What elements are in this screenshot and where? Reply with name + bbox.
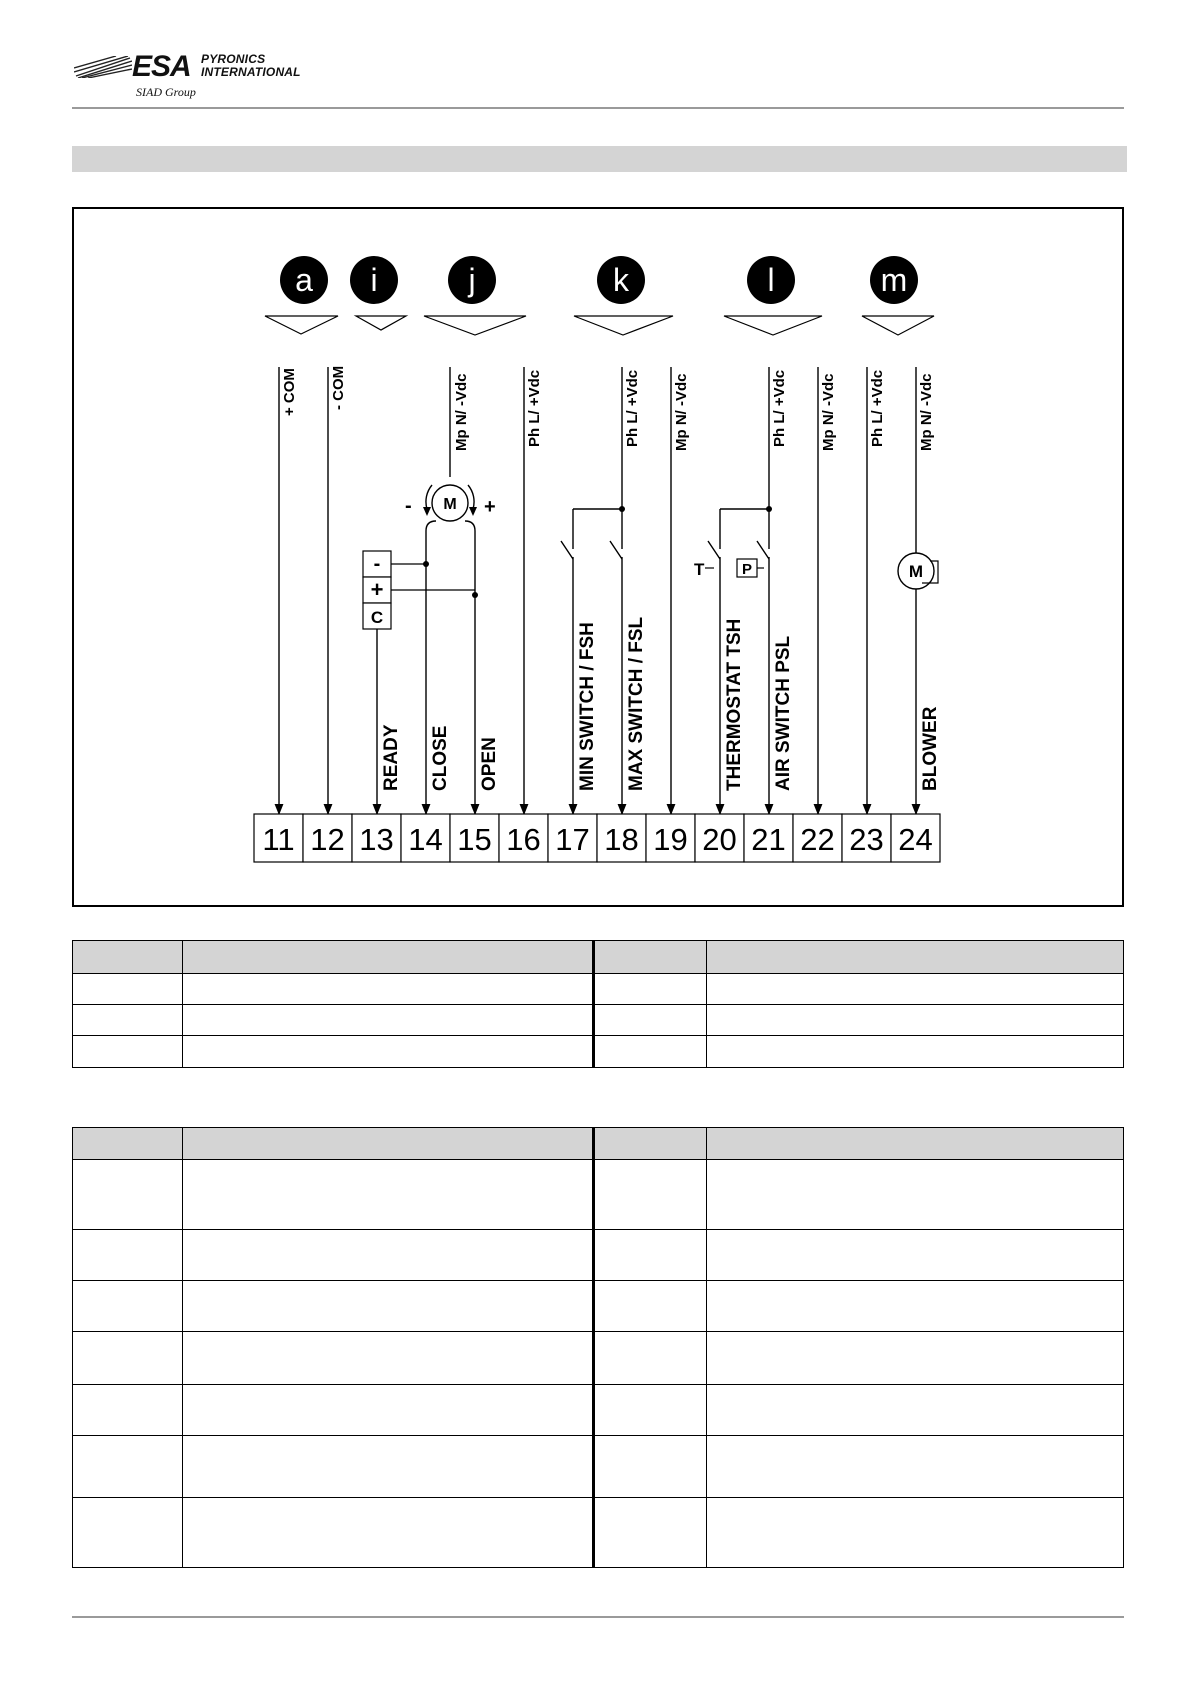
terminal-13 xyxy=(352,814,401,862)
table-cell xyxy=(183,1230,594,1281)
table-row xyxy=(73,1005,1124,1036)
table-cell xyxy=(594,1436,707,1498)
table-cell xyxy=(183,974,594,1005)
table-row xyxy=(73,941,1124,974)
terminal-number: 12 xyxy=(310,822,345,857)
rotation-plus: + xyxy=(484,496,496,518)
table-cell xyxy=(594,1036,707,1068)
table-cell xyxy=(594,1332,707,1385)
table-cell xyxy=(73,1036,183,1068)
group-letter-l: l xyxy=(767,262,775,298)
rotation-minus: - xyxy=(405,495,412,517)
servo-c: C xyxy=(370,608,384,627)
table-row xyxy=(73,1230,1124,1281)
group-letter-i: i xyxy=(370,262,378,298)
table-cell xyxy=(707,1281,1124,1332)
table-cell xyxy=(707,974,1124,1005)
table-row xyxy=(73,1281,1124,1332)
table-row xyxy=(73,1128,1124,1160)
table-row xyxy=(73,974,1124,1005)
group-letter-m: m xyxy=(880,262,908,298)
table-cell xyxy=(183,1005,594,1036)
wiring-diagram-frame xyxy=(72,207,1124,907)
table-cell xyxy=(73,1230,183,1281)
servo-terminal-block xyxy=(363,551,475,647)
switch-markers xyxy=(694,559,764,579)
terminal-17 xyxy=(548,814,597,862)
label-min-switch: MIN SWITCH / FSH xyxy=(577,622,598,791)
label-air-switch: AIR SWITCH PSL xyxy=(773,635,794,791)
terminal-14 xyxy=(401,814,450,862)
thermostat-t-label: T xyxy=(694,560,705,579)
blower-motor-symbol xyxy=(898,553,938,589)
pressure-p-label: P xyxy=(741,561,753,578)
terminal-number: 19 xyxy=(653,822,688,857)
table-cell xyxy=(707,1005,1124,1036)
label-blower: BLOWER xyxy=(920,706,941,791)
terminal-number: 17 xyxy=(555,822,590,857)
logo-pyronics-line: PYRONICS xyxy=(201,52,266,66)
group-letter-j: j xyxy=(468,262,476,298)
group-letters xyxy=(280,256,918,304)
table-cell xyxy=(707,1230,1124,1281)
logo-esa-text: ESA xyxy=(132,50,191,83)
table-cell xyxy=(594,1498,707,1568)
table-cell xyxy=(73,1498,183,1568)
terminal-18 xyxy=(597,814,646,862)
table-header-cell xyxy=(707,941,1124,974)
table-header-cell xyxy=(183,941,594,974)
actuator-motor-symbol xyxy=(405,485,496,521)
table-cell xyxy=(183,1160,594,1230)
table-header-cell xyxy=(73,1128,183,1160)
table-header-cell xyxy=(73,941,183,974)
table-row xyxy=(73,1498,1124,1568)
table-cell xyxy=(73,1385,183,1436)
table-cell xyxy=(707,1385,1124,1436)
table-header-cell xyxy=(594,941,707,974)
table-row xyxy=(73,1385,1124,1436)
function-labels xyxy=(381,616,941,791)
label-t16-supply: Ph L/ +Vdc xyxy=(526,369,543,447)
table-cell xyxy=(183,1385,594,1436)
terminal-number: 13 xyxy=(359,822,394,857)
logo-pyronics-text xyxy=(201,53,301,79)
table-row xyxy=(73,1332,1124,1385)
table-top xyxy=(72,940,1124,1068)
label-t23-supply: Ph L/ +Vdc xyxy=(869,369,886,447)
terminal-number: 21 xyxy=(751,822,786,857)
table-cell xyxy=(73,974,183,1005)
section-title-bar xyxy=(72,146,1127,172)
terminal-number: 23 xyxy=(849,822,884,857)
table-row xyxy=(73,1160,1124,1230)
terminal-12 xyxy=(303,814,352,862)
terminal-number: 16 xyxy=(506,822,541,857)
table-bottom xyxy=(72,1127,1124,1568)
label-close: CLOSE xyxy=(430,725,451,791)
group-letter-a: a xyxy=(295,262,313,298)
wiring-diagram xyxy=(74,209,1122,905)
label-plus-com: + COM xyxy=(281,368,298,416)
table-cell xyxy=(73,1005,183,1036)
table-cell xyxy=(183,1036,594,1068)
table-cell xyxy=(594,1385,707,1436)
terminal-number: 14 xyxy=(408,822,443,857)
terminal-24 xyxy=(891,814,940,862)
table-header-cell xyxy=(183,1128,594,1160)
table-cell xyxy=(707,1160,1124,1230)
table-cell xyxy=(73,1281,183,1332)
terminal-20 xyxy=(695,814,744,862)
terminal-strip xyxy=(254,814,940,862)
label-thermostat: THERMOSTAT TSH xyxy=(724,618,745,791)
table-cell xyxy=(183,1281,594,1332)
table-cell xyxy=(707,1036,1124,1068)
table-cell xyxy=(594,1005,707,1036)
table-header-cell xyxy=(707,1128,1124,1160)
terminal-number: 22 xyxy=(800,822,835,857)
servo-minus: - xyxy=(373,553,381,575)
terminal-number: 18 xyxy=(604,822,639,857)
table-cell xyxy=(73,1436,183,1498)
label-t21-supply: Ph L/ +Vdc xyxy=(771,369,788,447)
label-t19-supply: Mp N/ -Vdc xyxy=(673,373,690,451)
terminal-19 xyxy=(646,814,695,862)
table-row xyxy=(73,1036,1124,1068)
header-rule xyxy=(72,107,1124,109)
label-t15-supply: Mp N/ -Vdc xyxy=(453,373,470,451)
footer-rule xyxy=(72,1616,1124,1618)
table-cell xyxy=(594,1160,707,1230)
label-t22-supply: Mp N/ -Vdc xyxy=(820,373,837,451)
table-header-cell xyxy=(594,1128,707,1160)
label-t18-supply: Ph L/ +Vdc xyxy=(624,369,641,447)
label-t24-supply: Mp N/ -Vdc xyxy=(918,373,935,451)
label-max-switch: MAX SWITCH / FSL xyxy=(626,616,647,791)
blower-motor-label: M xyxy=(908,562,924,581)
label-open: OPEN xyxy=(479,737,500,791)
motor-label: M xyxy=(443,496,457,513)
supply-labels xyxy=(281,366,935,451)
table-cell xyxy=(707,1332,1124,1385)
table-cell xyxy=(594,1230,707,1281)
terminal-22 xyxy=(793,814,842,862)
terminal-number: 11 xyxy=(262,822,295,857)
table-cell xyxy=(707,1436,1124,1498)
terminal-number: 24 xyxy=(898,822,933,857)
terminal-number: 20 xyxy=(702,822,737,857)
table-cell xyxy=(73,1332,183,1385)
servo-plus: + xyxy=(370,577,384,602)
logo-international-line: INTERNATIONAL xyxy=(201,65,301,79)
terminal-number: 15 xyxy=(457,822,492,857)
table-cell xyxy=(594,1281,707,1332)
terminal-21 xyxy=(744,814,793,862)
logo-stripes-icon xyxy=(74,56,132,78)
table-cell xyxy=(594,974,707,1005)
table-cell xyxy=(73,1160,183,1230)
terminal-11 xyxy=(254,814,303,862)
terminal-15 xyxy=(450,814,499,862)
esa-pyronics-logo xyxy=(74,52,304,102)
label-minus-com: - COM xyxy=(330,365,347,410)
label-ready: READY xyxy=(381,724,402,791)
table-cell xyxy=(707,1498,1124,1568)
table-row xyxy=(73,1436,1124,1498)
group-letter-k: k xyxy=(613,262,629,298)
group-brackets xyxy=(265,316,934,335)
logo-group-text: SIAD Group xyxy=(136,85,196,99)
table-cell xyxy=(183,1436,594,1498)
terminal-23 xyxy=(842,814,891,862)
table-cell xyxy=(183,1332,594,1385)
table-cell xyxy=(183,1498,594,1568)
terminal-16 xyxy=(499,814,548,862)
